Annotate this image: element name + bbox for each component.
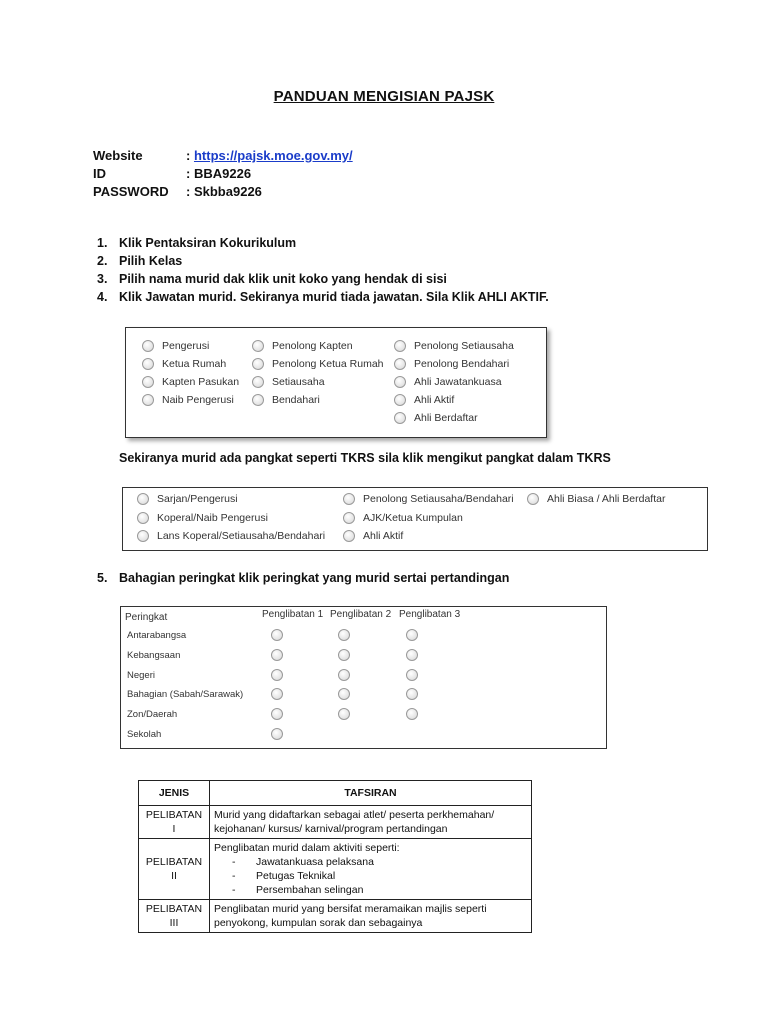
jawatan-option[interactable]: Setiausaha [252,376,325,388]
radio-icon [394,412,406,424]
radio-icon[interactable] [338,669,350,681]
separator: : [186,184,191,199]
tkrs-option[interactable]: Ahli Biasa / Ahli Berdaftar [527,493,665,505]
jawatan-option[interactable]: Penolong Ketua Rumah [252,358,384,370]
radio-icon [137,512,149,524]
peringkat-row-label: Antarabangsa [127,630,187,641]
step-item: 1. Klik Pentaksiran Kokurikulum [97,236,297,250]
radio-icon[interactable] [406,649,418,661]
peringkat-header: Peringkat [125,612,168,623]
tafsiran-table [138,780,532,933]
radio-icon [394,340,406,352]
password-label: PASSWORD [93,184,169,199]
peringkat-row-label: Negeri [127,670,155,681]
peringkat-row-label: Zon/Daerah [127,709,178,720]
jawatan-option[interactable]: Pengerusi [142,340,209,352]
radio-icon[interactable] [271,708,283,720]
jawatan-option[interactable]: Ahli Berdaftar [394,412,478,424]
radio-icon [142,358,154,370]
tkrs-option[interactable]: Koperal/Naib Pengerusi [137,512,268,524]
peringkat-row-label: Bahagian (Sabah/Sarawak) [127,689,244,700]
website-link[interactable]: https://pajsk.moe.gov.my/ [193,148,353,163]
id-label: ID [93,166,106,181]
separator: : [186,166,191,181]
radio-icon [394,376,406,388]
separator: : [186,148,191,163]
radio-icon [343,512,355,524]
tkrs-option[interactable]: AJK/Ketua Kumpulan [343,512,463,524]
table-header: TAFSIRAN [210,781,532,806]
tkrs-panel [122,487,708,551]
radio-icon[interactable] [338,629,350,641]
jawatan-option[interactable]: Penolong Kapten [252,340,353,352]
tkrs-option[interactable]: Lans Koperal/Setiausaha/Bendahari [137,530,325,542]
tkrs-option[interactable]: Ahli Aktif [343,530,403,542]
id-value: BBA9226 [193,166,252,181]
radio-icon[interactable] [271,649,283,661]
radio-icon [142,340,154,352]
radio-icon[interactable] [406,629,418,641]
tkrs-note: Sekiranya murid ada pangkat seperti TKRS sila klik mengikut pangkat dalam TKRS [119,451,611,465]
radio-icon[interactable] [338,688,350,700]
column-header: Penglibatan 2 [330,609,392,620]
radio-icon [252,358,264,370]
peringkat-row-label: Kebangsaan [127,650,181,661]
column-header: Penglibatan 1 [262,609,324,620]
radio-icon [343,530,355,542]
jawatan-option[interactable]: Penolong Bendahari [394,358,509,370]
radio-icon[interactable] [271,688,283,700]
jawatan-option[interactable]: Ahli Jawatankuasa [394,376,502,388]
step-item: 2. Pilih Kelas [97,254,183,268]
jawatan-option[interactable]: Naib Pengerusi [142,394,234,406]
jawatan-option[interactable]: Kapten Pasukan [142,376,239,388]
password-value: Skbba9226 [193,184,262,199]
page-title: PANDUAN MENGISIAN PAJSK [273,88,495,105]
table-header: JENIS [139,781,210,806]
radio-icon [527,493,539,505]
radio-icon[interactable] [406,708,418,720]
radio-icon[interactable] [406,688,418,700]
jawatan-option[interactable]: Ketua Rumah [142,358,226,370]
jawatan-option[interactable]: Penolong Setiausaha [394,340,514,352]
column-header: Penglibatan 3 [399,609,461,620]
jawatan-option[interactable]: Bendahari [252,394,320,406]
radio-icon[interactable] [338,649,350,661]
website-label: Website [93,148,143,163]
radio-icon[interactable] [406,669,418,681]
radio-icon [137,493,149,505]
tkrs-option[interactable]: Sarjan/Pengerusi [137,493,238,505]
step-item: 5. Bahagian peringkat klik peringkat yang murid sertai pertandingan [97,571,510,585]
radio-icon [394,394,406,406]
radio-icon[interactable] [271,629,283,641]
radio-icon[interactable] [271,728,283,740]
radio-icon[interactable] [271,669,283,681]
radio-icon [142,376,154,388]
radio-icon [252,340,264,352]
radio-icon [137,530,149,542]
table-row: PELIBATAN II Penglibatan murid dalam aktiviti seperti: - Jawatankuasa pelaksana - Petugas Teknikal - Persembahan selingan [139,839,532,900]
table-row: PELIBATAN III Penglibatan murid yang bersifat meramaikan majlis seperti penyokong, kumpulan sorak dan sebagainya [139,900,532,933]
radio-icon [252,394,264,406]
radio-icon [343,493,355,505]
jawatan-panel [125,327,547,438]
radio-icon [142,394,154,406]
radio-icon[interactable] [338,708,350,720]
step-item: 4. Klik Jawatan murid. Sekiranya murid tiada jawatan. Sila Klik AHLI AKTIF. [97,290,549,304]
peringkat-row-label: Sekolah [127,729,162,740]
radio-icon [394,358,406,370]
tkrs-option[interactable]: Penolong Setiausaha/Bendahari [343,493,514,505]
table-row: PELIBATAN I Murid yang didaftarkan sebagai atlet/ peserta perkhemahan/ kejohanan/ kursus/ karnival/program pertandingan [139,806,532,839]
jawatan-option[interactable]: Ahli Aktif [394,394,454,406]
peringkat-panel [120,606,607,749]
radio-icon [252,376,264,388]
step-item: 3. Pilih nama murid dak klik unit koko yang hendak di sisi [97,272,447,286]
